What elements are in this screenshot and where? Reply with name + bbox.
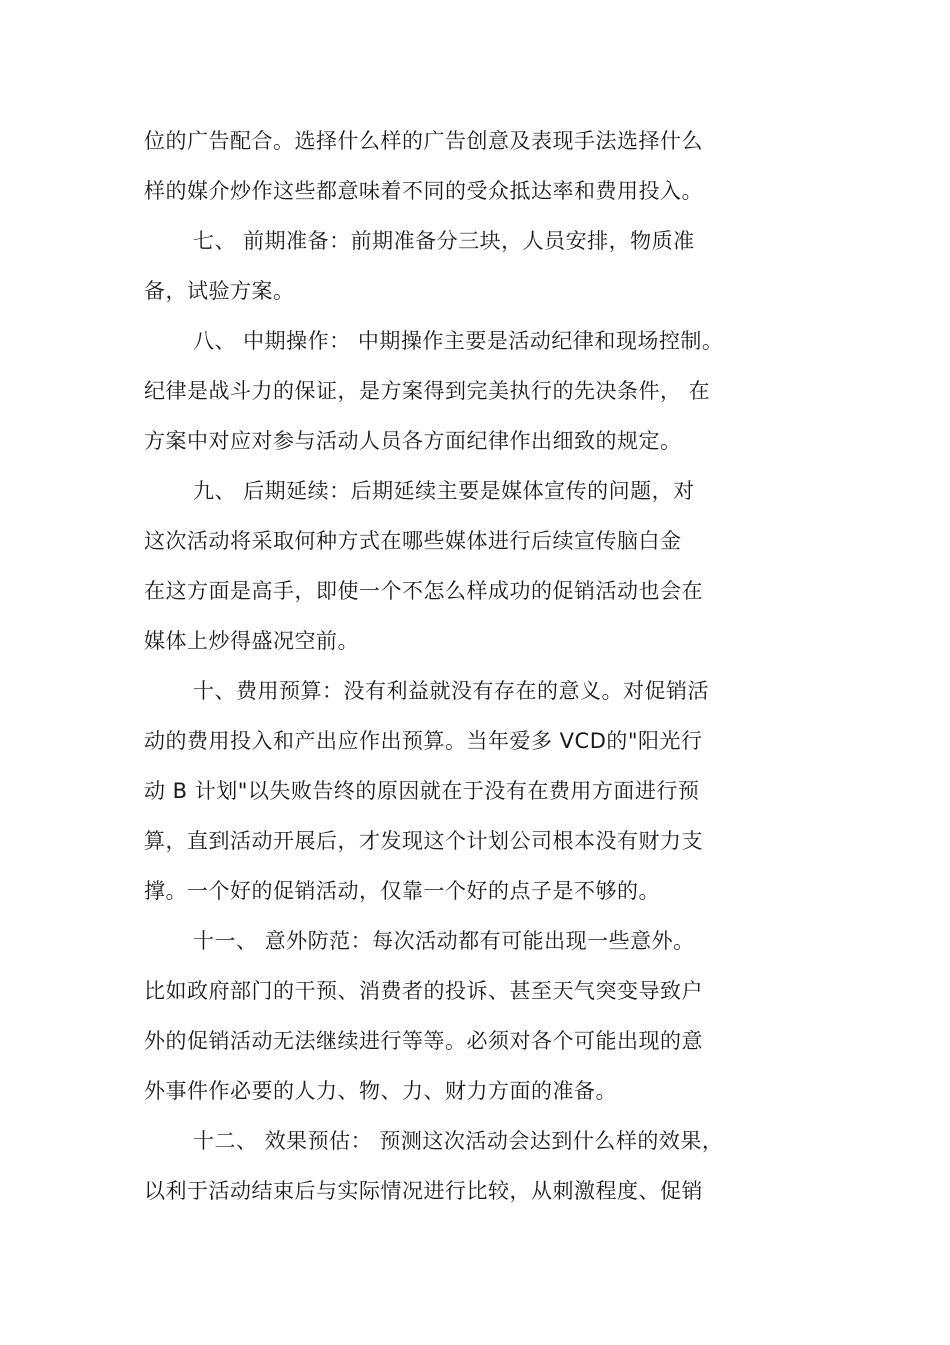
section-11-heading: 十一、 意外防范：每次活动都有可能出现一些意外。: [193, 929, 695, 953]
text-line: 动 B 计划"以失败告终的原因就在于没有在费用方面进行预: [144, 779, 700, 803]
section-12-heading: 十二、 效果预估： 预测这次活动会达到什么样的效果，: [193, 1129, 724, 1153]
text-line: 位的广告配合。选择什么样的广告创意及表现手法选择什么: [144, 129, 703, 153]
section-8-heading: 八、 中期操作： 中期操作主要是活动纪律和现场控制。: [193, 329, 724, 353]
text-line: 撑。一个好的促销活动，仅靠一个好的点子是不够的。: [144, 879, 660, 903]
text-line: 备，试验方案。: [144, 279, 295, 303]
text-line: 动的费用投入和产出应作出预算。当年爱多 VCD的"阳光行: [144, 729, 703, 753]
section-9-heading: 九、 后期延续：后期延续主要是媒体宣传的问题，对: [193, 479, 695, 503]
text-line: 外事件作必要的人力、物、力、财力方面的准备。: [144, 1079, 617, 1103]
text-line: 比如政府部门的干预、消费者的投诉、甚至天气突变导致户: [144, 979, 703, 1003]
text-line: 以利于活动结束后与实际情况进行比较，从刺激程度、促销: [144, 1179, 703, 1203]
text-line: 这次活动将采取何种方式在哪些媒体进行后续宣传脑白金: [144, 529, 682, 553]
section-7-heading: 七、 前期准备：前期准备分三块，人员安排，物质准: [193, 229, 695, 253]
text-line: 外的促销活动无法继续进行等等。必须对各个可能出现的意: [144, 1029, 703, 1053]
text-line: 样的媒介炒作这些都意味着不同的受众抵达率和费用投入。: [144, 179, 703, 203]
text-line: 方案中对应对参与活动人员各方面纪律作出细致的规定。: [144, 429, 682, 453]
text-line: 在这方面是高手，即使一个不怎么样成功的促销活动也会在: [144, 579, 703, 603]
section-10-heading: 十、费用预算：没有利益就没有存在的意义。对促销活: [193, 679, 709, 703]
text-line: 算，直到活动开展后，才发现这个计划公司根本没有财力支: [144, 829, 703, 853]
text-line: 纪律是战斗力的保证，是方案得到完美执行的先决条件， 在: [144, 379, 711, 403]
text-line: 媒体上炒得盛况空前。: [144, 629, 359, 653]
